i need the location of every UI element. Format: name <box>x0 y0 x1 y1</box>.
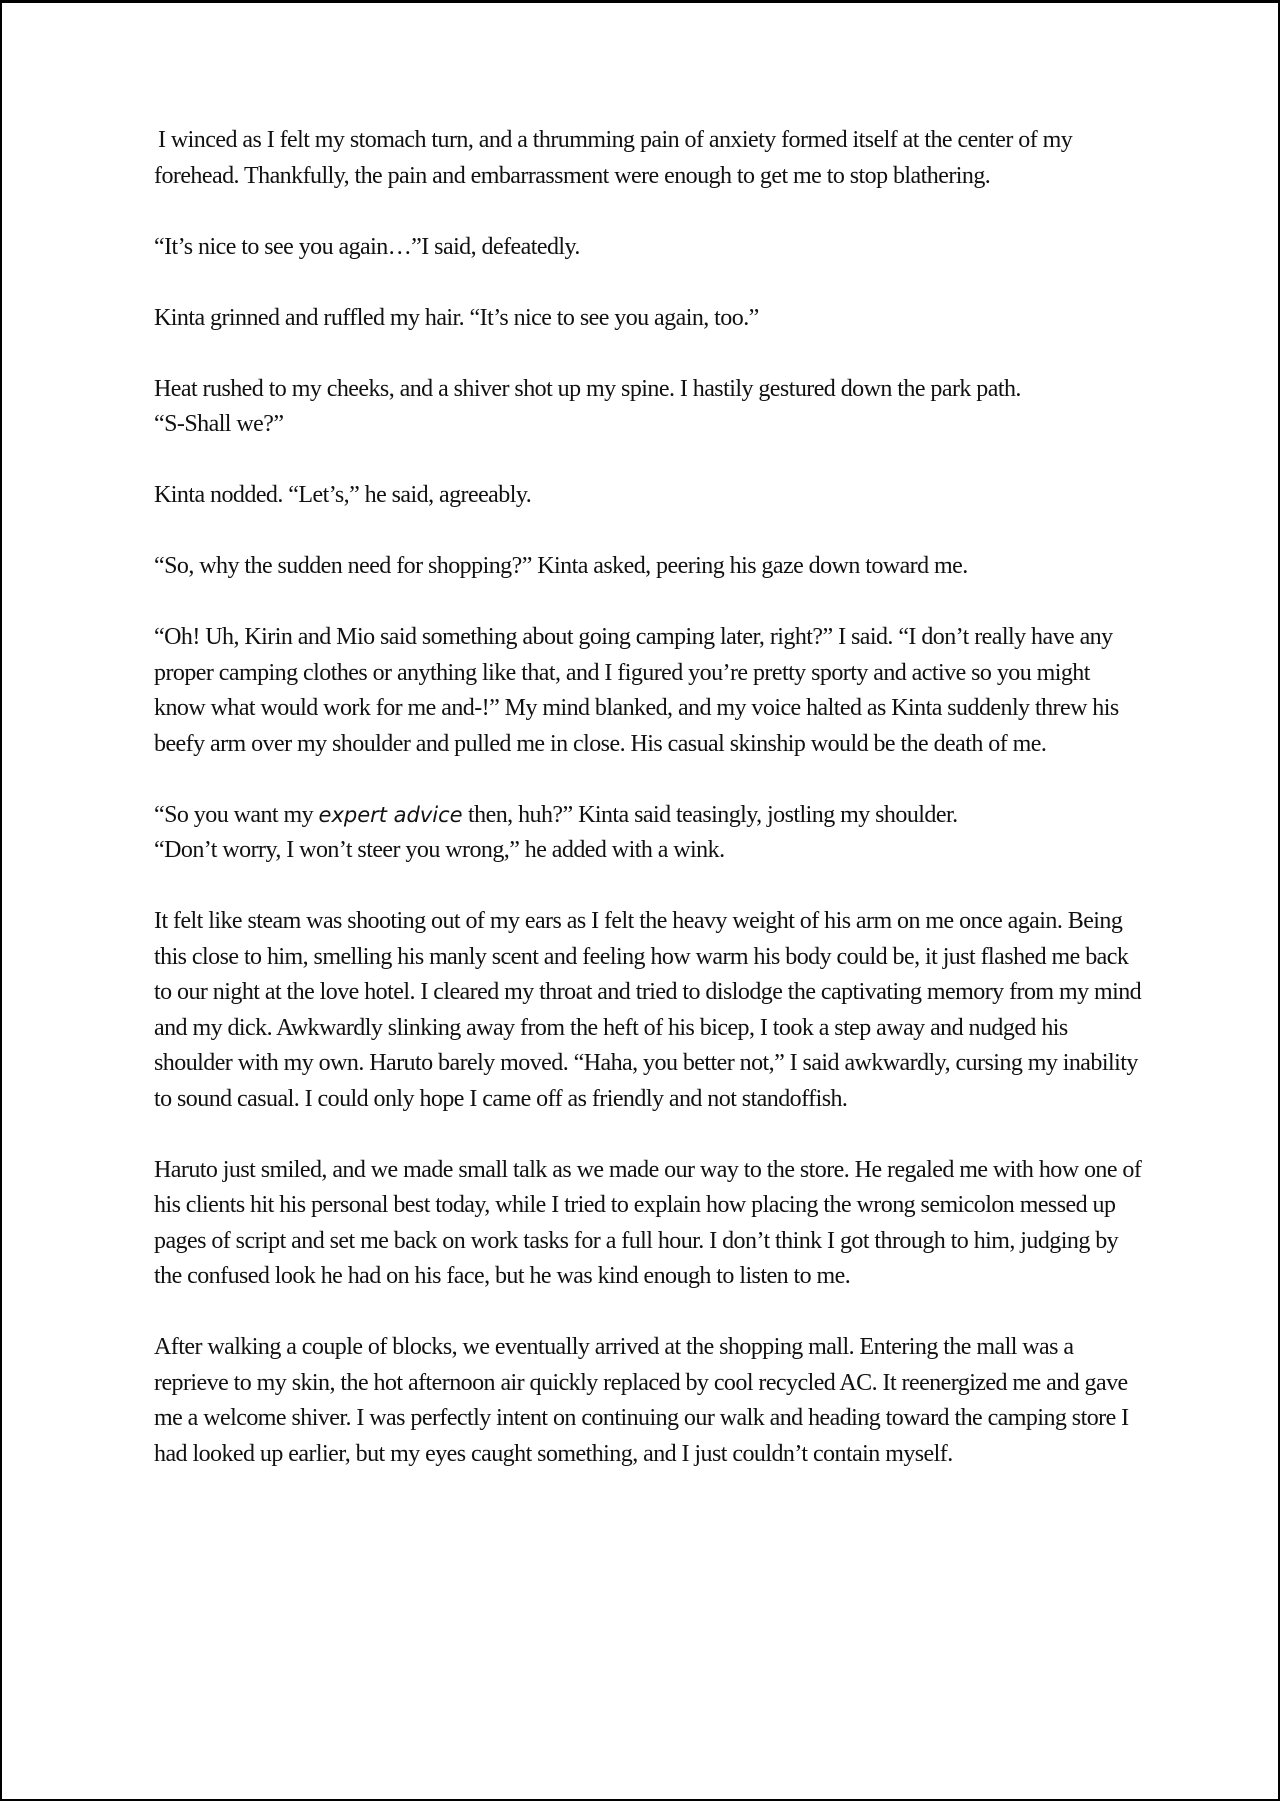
paragraph-11 <box>154 1330 1144 1472</box>
paragraph-text: Haruto just smiled, and we made small talk as we made our way to the store. He regaled me with how one of his clients hit his personal best today, while I tried to explain how placing the wrong semicolon messed up pages of script and set me back on work tasks for a full hour. I don’t think I got through to him, judging by the confused look he had on his face, but he was kind enough to listen to me. <box>154 1156 1142 1289</box>
paragraph-5 <box>154 478 1144 514</box>
paragraph-text-line-2: “S-Shall we?” <box>154 411 284 437</box>
paragraph-text: Heat rushed to my cheeks, and a shiver shot up my spine. I hastily gestured down the park path. <box>154 375 1021 402</box>
paragraph-text-before: “So you want my <box>154 801 319 828</box>
paragraph-9 <box>154 904 1144 1117</box>
paragraph-6 <box>154 549 1144 585</box>
paragraph-8 <box>154 798 1144 869</box>
paragraph-text-line-2: “Don’t worry, I won’t steer you wrong,” he added with a wink. <box>154 837 725 863</box>
paragraph-4 <box>154 372 1144 443</box>
paragraph-1 <box>154 123 1144 194</box>
paragraph-text: Kinta grinned and ruffled my hair. “It’s nice to see you again, too.” <box>154 304 759 331</box>
paragraph-7 <box>154 620 1144 762</box>
paragraph-text: Kinta nodded. “Let’s,” he said, agreeably. <box>154 482 532 508</box>
paragraph-text: “It’s nice to see you again…”I said, defeatedly. <box>154 233 580 260</box>
paragraph-3 <box>154 301 1144 337</box>
story-text <box>154 123 1144 1508</box>
paragraph-text: I winced as I felt my stomach turn, and a thrumming pain of anxiety formed itself at the center of my forehead. Thankfully, the pain and embarrassment were enough to get me to stop blathering. <box>154 127 1073 189</box>
emphasis-expert-advice: expert advice <box>318 802 463 827</box>
paragraph-text: It felt like steam was shooting out of my ears as I felt the heavy weight of his arm on me once again. Being this close to him, smelling his manly scent and feeling how warm his body could be, it just flashed me back to our night at the love hotel. I cleared my throat and tried to dislodge the captivating memory from my mind and my dick. Awkwardly slinking away from the heft of his bicep, I took a step away and nudged his shoulder with my own. Haruto barely moved. “Haha, you better not,” I said awkwardly, cursing my inability to sound casual. I could only hope I came off as friendly and not standoffish. <box>154 908 1142 1112</box>
paragraph-text-after: then, huh?” Kinta said teasingly, jostling my shoulder. <box>462 801 958 828</box>
paragraph-10 <box>154 1153 1144 1295</box>
paragraph-text: After walking a couple of blocks, we eventually arrived at the shopping mall. Entering the mall was a reprieve to my skin, the hot afternoon air quickly replaced by cool recycled AC. It reenergized me and gave me a welcome shiver. I was perfectly intent on continuing our walk and heading toward the camping store I had looked up earlier, but my eyes caught something, and I just couldn’t contain myself. <box>154 1334 1129 1467</box>
paragraph-text: “Oh! Uh, Kirin and Mio said something about going camping later, right?” I said. “I don’t really have any proper camping clothes or anything like that, and I figured you’re pretty sporty and active so you might know what would work for me and-!” My mind blanked, and my voice halted as Kinta suddenly threw his beefy arm over my shoulder and pulled me in close. His casual skinship would be the death of me. <box>154 624 1119 757</box>
paragraph-text: “So, why the sudden need for shopping?” Kinta asked, peering his gaze down toward me. <box>154 553 968 579</box>
paragraph-2 <box>154 230 1144 266</box>
